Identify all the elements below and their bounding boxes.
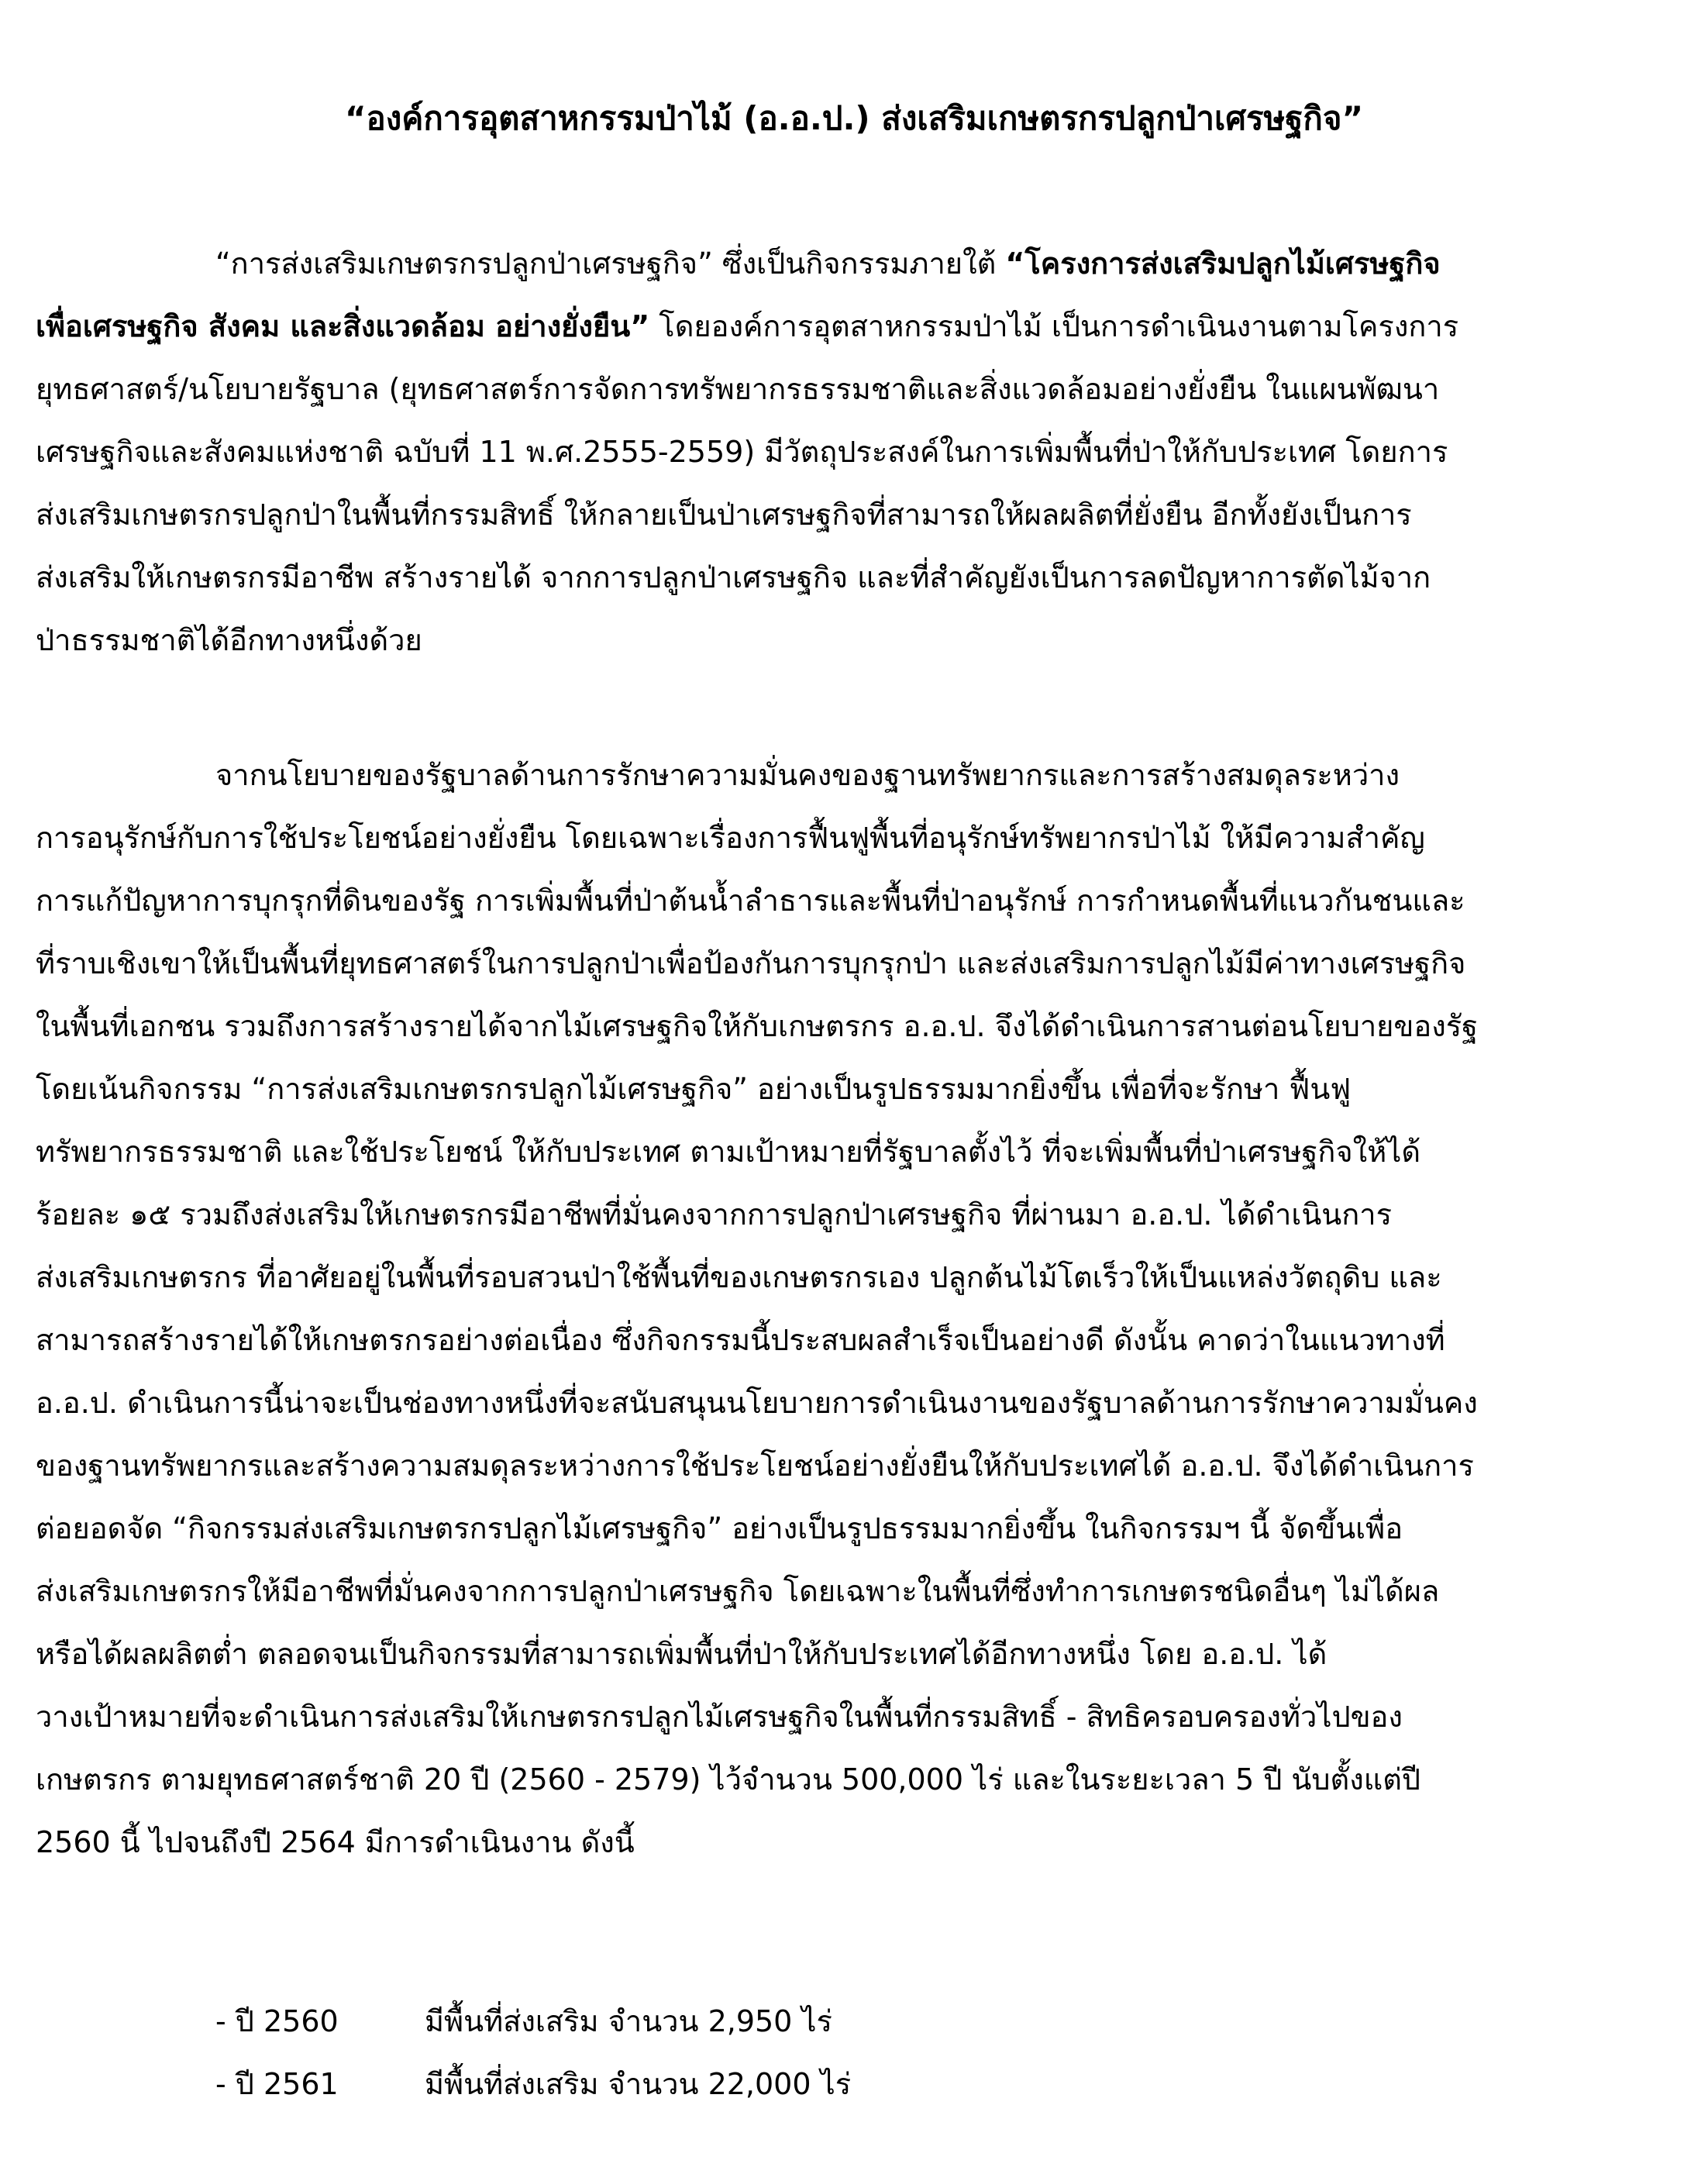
- yearly-area-list: [215, 1990, 851, 2116]
- paragraph-line: ทรัพยากรธรรมชาติ และใช้ประโยชน์ ให้กับประเทศ ตามเป้าหมายที่รัฐบาลตั้งไว้ ที่จะเพิ่มพื้นที่ป่าเศรษฐกิจให้ได้: [36, 1135, 1421, 1169]
- paragraph-line: ส่งเสริมให้เกษตรกรมีอาชีพ สร้างรายได้ จากการปลูกป่าเศรษฐกิจ และที่สำคัญยังเป็นการลดปัญหาการตัดไม้จาก: [36, 560, 1431, 594]
- paragraph-policy: [36, 744, 1586, 1874]
- paragraph-line: ป่าธรรมชาติได้อีกทางหนึ่งด้วย: [36, 623, 422, 657]
- paragraph-line: ต่อยอดจัด “กิจกรรมส่งเสริมเกษตรกรปลูกไม้เศรษฐกิจ” อย่างเป็นรูปธรรมมากยิ่งขึ้น ในกิจกรรมฯ นี้ จัดขึ้นเพื่อ: [36, 1511, 1403, 1545]
- paragraph-line: เศรษฐกิจและสังคมแห่งชาติ ฉบับที่ 11 พ.ศ.2555-2559) มีวัตถุประสงค์ในการเพิ่มพื้นที่ป่าให้กับประเทศ โดยการ: [36, 435, 1448, 469]
- page-title: “องค์การอุตสาหกรรมป่าไม้ (อ.อ.ป.) ส่งเสริมเกษตรกรปลูกป่าเศรษฐกิจ”: [344, 99, 1364, 137]
- paragraph-intro: [36, 233, 1586, 672]
- text-run: โดยองค์การอุตสาหกรรมป่าไม้ เป็นการดำเนินงานตามโครงการ: [649, 309, 1459, 343]
- paragraph-line: ในพื้นที่เอกชน รวมถึงการสร้างรายได้จากไม้เศรษฐกิจให้กับเกษตรกร อ.อ.ป. จึงได้ดำเนินการสานต่อนโยบายของรัฐ: [36, 1009, 1479, 1043]
- paragraph-line: โดยเน้นกิจกรรม “การส่งเสริมเกษตรกรปลูกไม้เศรษฐกิจ” อย่างเป็นรูปธรรมมากยิ่งขึ้น เพื่อที่จะรักษา ฟื้นฟู: [36, 1072, 1352, 1106]
- paragraph-line: อ.อ.ป. ดำเนินการนี้น่าจะเป็นช่องทางหนึ่งที่จะสนับสนุนนโยบายการดำเนินงานของรัฐบาลด้านการรักษาความมั่นคง: [36, 1386, 1478, 1420]
- paragraph-line: สามารถสร้างรายได้ให้เกษตรกรอย่างต่อเนื่อง ซึ่งกิจกรรมนี้ประสบผลสำเร็จเป็นอย่างดี ดังนั้น คาดว่าในแนวทางที่: [36, 1323, 1445, 1357]
- paragraph-line: การแก้ปัญหาการบุกรุกที่ดินของรัฐ การเพิ่มพื้นที่ป่าต้นน้ำลำธารและพื้นที่ป่าอนุรักษ์ การกำหนดพื้นที่แนวกันชนและ: [36, 884, 1465, 918]
- list-item-year: - ปี 2561: [215, 2067, 339, 2101]
- text-run: “การส่งเสริมเกษตรกรปลูกป่าเศรษฐกิจ” ซึ่งเป็นกิจกรรมภายใต้: [215, 246, 1006, 281]
- project-name-bold: “โครงการส่งเสริมปลูกไม้เศรษฐกิจ: [1005, 246, 1441, 281]
- paragraph-line: ที่ราบเชิงเขาให้เป็นพื้นที่ยุทธศาสตร์ในการปลูกป่าเพื่อป้องกันการบุกรุกป่า และส่งเสริมการปลูกไม้มีค่าทางเศรษฐกิจ: [36, 946, 1466, 980]
- paragraph-line: ส่งเสริมเกษตรกร ที่อาศัยอยู่ในพื้นที่รอบสวนป่าใช้พื้นที่ของเกษตรกรเอง ปลูกต้นไม้โตเร็วให้เป็นแหล่งวัตถุดิบ และ: [36, 1260, 1442, 1294]
- paragraph-line: ยุทธศาสตร์/นโยบายรัฐบาล (ยุทธศาสตร์การจัดการทรัพยากรธรรมชาติและสิ่งแวดล้อมอย่างยั่งยืน ในแผนพัฒนา: [36, 372, 1440, 406]
- list-item: [215, 2053, 851, 2116]
- paragraph-line: [36, 295, 1586, 358]
- paragraph-line: ของฐานทรัพยากรและสร้างความสมดุลระหว่างการใช้ประโยชน์อย่างยั่งยืนให้กับประเทศได้ อ.อ.ป. จึงได้ดำเนินการ: [36, 1449, 1474, 1483]
- list-item: [215, 1990, 851, 2053]
- paragraph-line: 2560 นี้ ไปจนถึงปี 2564 มีการดำเนินงาน ดังนี้: [36, 1825, 635, 1859]
- paragraph-line: ส่งเสริมเกษตรกรปลูกป่าในพื้นที่กรรมสิทธิ์ ให้กลายเป็นป่าเศรษฐกิจที่สามารถให้ผลผลิตที่ยั่งยืน อีกทั้งยังเป็นการ: [36, 498, 1412, 532]
- paragraph-line: [36, 233, 1586, 295]
- paragraph-line: เกษตรกร ตามยุทธศาสตร์ชาติ 20 ปี (2560 - 2579) ไว้จำนวน 500,000 ไร่ และในระยะเวลา 5 ปี นับตั้งแต่ปี: [36, 1762, 1421, 1797]
- paragraph-line: ส่งเสริมเกษตรกรให้มีอาชีพที่มั่นคงจากการปลูกป่าเศรษฐกิจ โดยเฉพาะในพื้นที่ซึ่งทำการเกษตรชนิดอื่นๆ ไม่ได้ผล: [36, 1574, 1440, 1608]
- paragraph-line: ร้อยละ ๑๕ รวมถึงส่งเสริมให้เกษตรกรมีอาชีพที่มั่นคงจากการปลูกป่าเศรษฐกิจ ที่ผ่านมา อ.อ.ป. ได้ดำเนินการ: [36, 1197, 1393, 1232]
- paragraph-line: จากนโยบายของรัฐบาลด้านการรักษาความมั่นคงของฐานทรัพยากรและการสร้างสมดุลระหว่าง: [215, 758, 1400, 792]
- project-name-bold-cont: เพื่อเศรษฐกิจ สังคม และสิ่งแวดล้อม อย่างยั่งยืน”: [36, 309, 650, 343]
- list-item-text: มีพื้นที่ส่งเสริม จำนวน 2,950 ไร่: [425, 2004, 832, 2038]
- list-item-year: - ปี 2560: [215, 2004, 339, 2038]
- list-item-text: มีพื้นที่ส่งเสริม จำนวน 22,000 ไร่: [425, 2067, 852, 2101]
- paragraph-line: การอนุรักษ์กับการใช้ประโยชน์อย่างยั่งยืน โดยเฉพาะเรื่องการฟื้นฟูพื้นที่อนุรักษ์ทรัพยากรป่าไม้ ให้มีความสำคัญ: [36, 821, 1425, 855]
- paragraph-line: หรือได้ผลผลิตต่ำ ตลอดจนเป็นกิจกรรมที่สามารถเพิ่มพื้นที่ป่าให้กับประเทศได้อีกทางหนึ่ง โดย อ.อ.ป. ได้: [36, 1637, 1327, 1671]
- paragraph-line: วางเป้าหมายที่จะดำเนินการส่งเสริมให้เกษตรกรปลูกไม้เศรษฐกิจในพื้นที่กรรมสิทธิ์ - สิทธิครอบครองทั่วไปของ: [36, 1700, 1403, 1734]
